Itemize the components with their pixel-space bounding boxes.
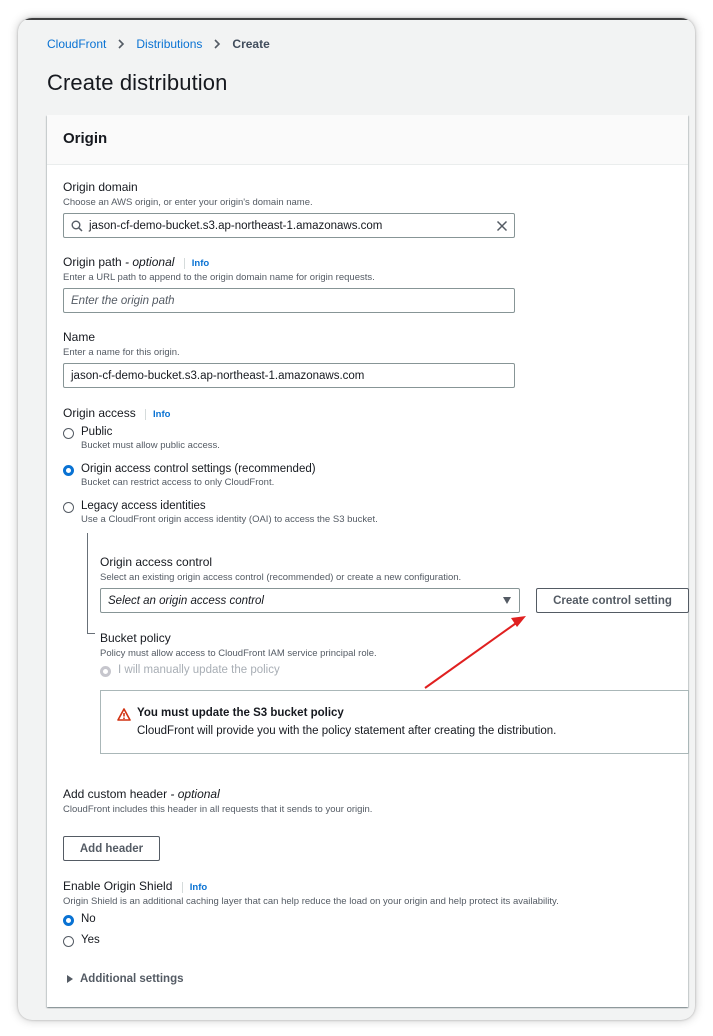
origin-path-field[interactable] — [63, 288, 515, 313]
additional-settings-expander[interactable] — [67, 973, 184, 985]
origin-domain-label: Origin domain — [63, 180, 138, 194]
oac-desc: Select an existing origin access control (recommended) or create a new configuration. — [100, 572, 462, 583]
page-title: Create distribution — [47, 70, 228, 95]
create-control-setting-button[interactable]: Create control setting — [536, 588, 689, 613]
close-icon[interactable] — [496, 220, 508, 232]
radio-shield-no[interactable] — [63, 913, 96, 926]
origin-shield-desc: Origin Shield is an additional caching layer that can help reduce the load on your origin and help protect its availability. — [63, 896, 559, 907]
origin-panel — [47, 115, 688, 1007]
warning-icon — [117, 708, 131, 721]
radio-oac-control[interactable] — [63, 465, 74, 476]
radio-shield-yes[interactable] — [63, 934, 100, 947]
alert-body: CloudFront will provide you with the policy statement after creating the distribution. — [137, 725, 557, 737]
radio-legacy-desc: Use a CloudFront origin access identity (OAI) to access the S3 bucket. — [81, 514, 378, 525]
radio-public[interactable] — [63, 426, 220, 451]
name-desc: Enter a name for this origin. — [63, 347, 180, 358]
caret-down-icon — [503, 597, 511, 604]
alert-title: You must update the S3 bucket policy — [137, 707, 344, 719]
radio-legacy-control[interactable] — [63, 502, 74, 513]
origin-domain-field[interactable] — [63, 213, 515, 238]
origin-path-desc: Enter a URL path to append to the origin domain name for origin requests. — [63, 272, 375, 283]
panel-header — [47, 115, 688, 165]
chevron-right-icon — [210, 37, 224, 51]
name-value: jason-cf-demo-bucket.s3.ap-northeast-1.amazonaws.com — [71, 369, 365, 382]
origin-access-label — [63, 406, 170, 420]
breadcrumb-current: Create — [232, 37, 270, 51]
origin-shield-info-link[interactable]: Info — [182, 882, 207, 893]
radio-public-label: Public — [81, 426, 113, 438]
breadcrumb — [47, 37, 270, 51]
origin-path-label-text: Origin path — [63, 255, 122, 269]
radio-oac[interactable] — [63, 463, 316, 488]
radio-manual-policy — [100, 664, 280, 677]
radio-oac-desc: Bucket can restrict access to only CloudFront. — [81, 477, 275, 488]
name-label: Name — [63, 330, 96, 344]
origin-access-info-link[interactable]: Info — [145, 409, 170, 420]
tree-connector — [87, 533, 88, 633]
breadcrumb-distributions[interactable]: Distributions — [136, 37, 203, 51]
custom-header-desc: CloudFront includes this header in all requests that it sends to your origin. — [63, 804, 373, 815]
custom-header-label-text: Add custom header — [63, 787, 168, 801]
origin-path-label — [63, 255, 209, 269]
radio-shield-no-label: No — [81, 913, 96, 925]
search-icon — [71, 220, 83, 232]
bucket-policy-desc: Policy must allow access to CloudFront IAM service principal role. — [100, 648, 377, 659]
chevron-right-icon — [114, 37, 128, 51]
warning-alert — [100, 690, 689, 754]
caret-right-icon — [67, 975, 73, 983]
oac-select-placeholder: Select an origin access control — [108, 594, 264, 607]
additional-settings-label: Additional settings — [80, 973, 184, 985]
radio-manual-policy-control — [100, 666, 111, 677]
radio-oac-label: Origin access control settings (recommended) — [81, 463, 316, 475]
breadcrumb-cloudfront[interactable]: CloudFront — [47, 37, 107, 51]
radio-public-desc: Bucket must allow public access. — [81, 440, 220, 451]
radio-shield-yes-control[interactable] — [63, 936, 74, 947]
radio-public-control[interactable] — [63, 428, 74, 439]
tree-connector-branch — [87, 633, 95, 634]
origin-path-optional: - optional — [125, 255, 175, 269]
bucket-policy-label: Bucket policy — [100, 631, 171, 645]
radio-legacy[interactable] — [63, 500, 378, 525]
custom-header-optional: - optional — [170, 787, 220, 801]
origin-shield-label-text: Enable Origin Shield — [63, 879, 173, 893]
origin-path-info-link[interactable]: Info — [184, 258, 209, 269]
origin-domain-desc: Choose an AWS origin, or enter your origin's domain name. — [63, 197, 313, 208]
name-field[interactable] — [63, 363, 515, 388]
origin-shield-label — [63, 879, 207, 893]
browser-window — [18, 18, 695, 1020]
radio-legacy-label: Legacy access identities — [81, 500, 206, 512]
origin-path-input[interactable] — [71, 295, 514, 307]
radio-shield-yes-label: Yes — [81, 934, 100, 946]
radio-manual-policy-label: I will manually update the policy — [118, 664, 280, 676]
radio-shield-no-control[interactable] — [63, 915, 74, 926]
oac-select[interactable] — [100, 588, 520, 613]
panel-title: Origin — [63, 130, 108, 147]
origin-domain-value: jason-cf-demo-bucket.s3.ap-northeast-1.amazonaws.com — [89, 219, 383, 232]
custom-header-label — [63, 787, 220, 801]
origin-access-label-text: Origin access — [63, 406, 136, 420]
add-header-button[interactable]: Add header — [63, 836, 160, 861]
oac-label: Origin access control — [100, 555, 213, 569]
